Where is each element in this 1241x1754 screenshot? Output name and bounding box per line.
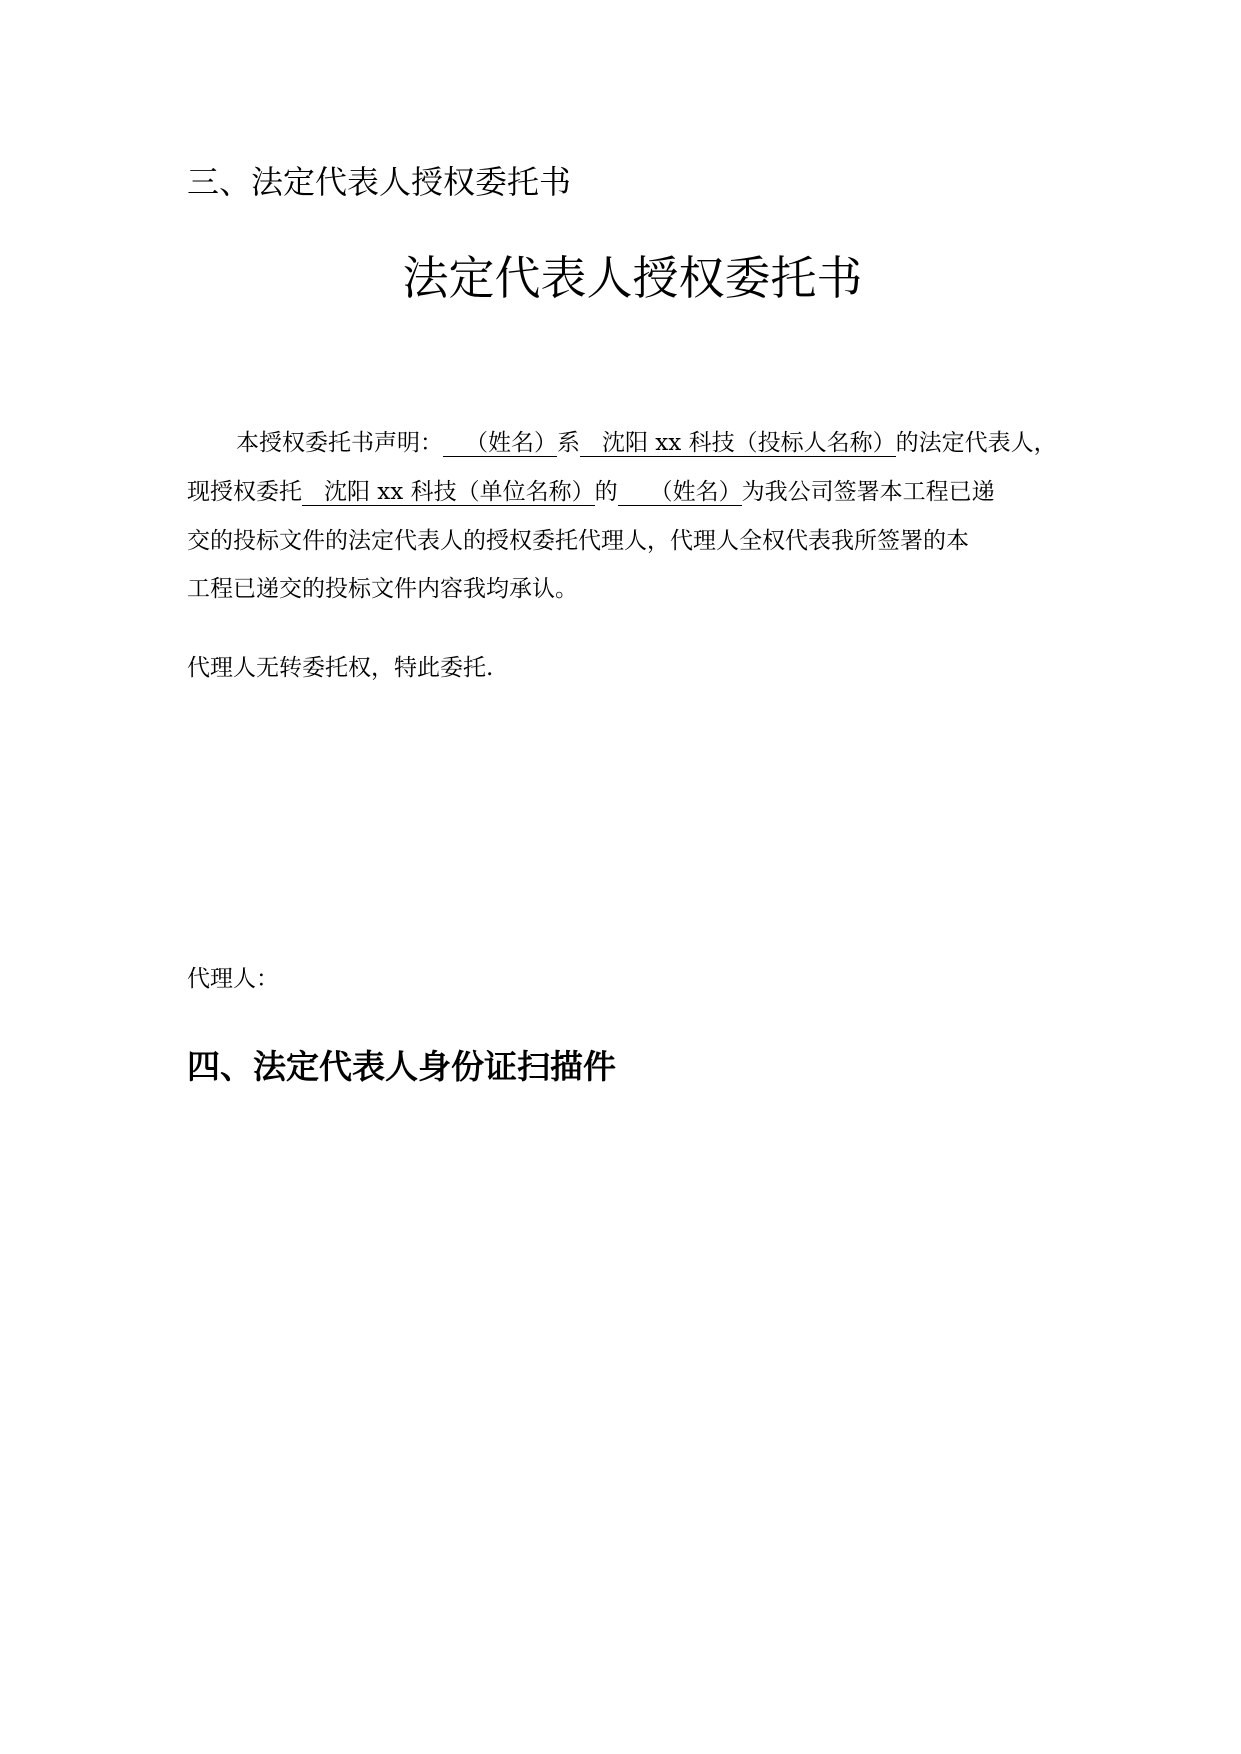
declaration-line-2 xyxy=(187,477,995,507)
unit-name-blank: 沈阳 xx 科技（单位名称） xyxy=(302,479,595,506)
section-4-heading: 四、法定代表人身份证扫描件 xyxy=(187,1047,616,1086)
document-title: 法定代表人授权委托书 xyxy=(402,251,863,305)
no-transfer-statement: 代理人无转委托权，特此委托. xyxy=(187,655,494,681)
declaration-intro: 本授权委托书声明： xyxy=(236,430,443,456)
delegation-intro: 现授权委托 xyxy=(187,479,302,505)
declaration-connector: 系 xyxy=(557,430,580,456)
agent-signature-label: 代理人： xyxy=(187,966,279,992)
agent-name-blank: （姓名） xyxy=(618,479,742,506)
declaration-line-2-end: 为我公司签署本工程已递 xyxy=(741,479,995,505)
delegation-connector: 的 xyxy=(594,479,618,505)
bidder-name-blank: 沈阳 xx 科技（投标人名称） xyxy=(580,430,896,457)
declaration-line-4: 工程已递交的投标文件内容我均承认。 xyxy=(187,576,578,602)
section-3-heading: 三、法定代表人授权委托书 xyxy=(187,163,572,201)
declaration-line-1-end: 的法定代表人， xyxy=(895,430,1057,456)
declaration-line-3: 交的投标文件的法定代表人的授权委托代理人，代理人全权代表我所签署的本 xyxy=(187,528,969,554)
declaration-line-1 xyxy=(236,428,1057,458)
legal-rep-name-blank: （姓名） xyxy=(443,430,557,457)
